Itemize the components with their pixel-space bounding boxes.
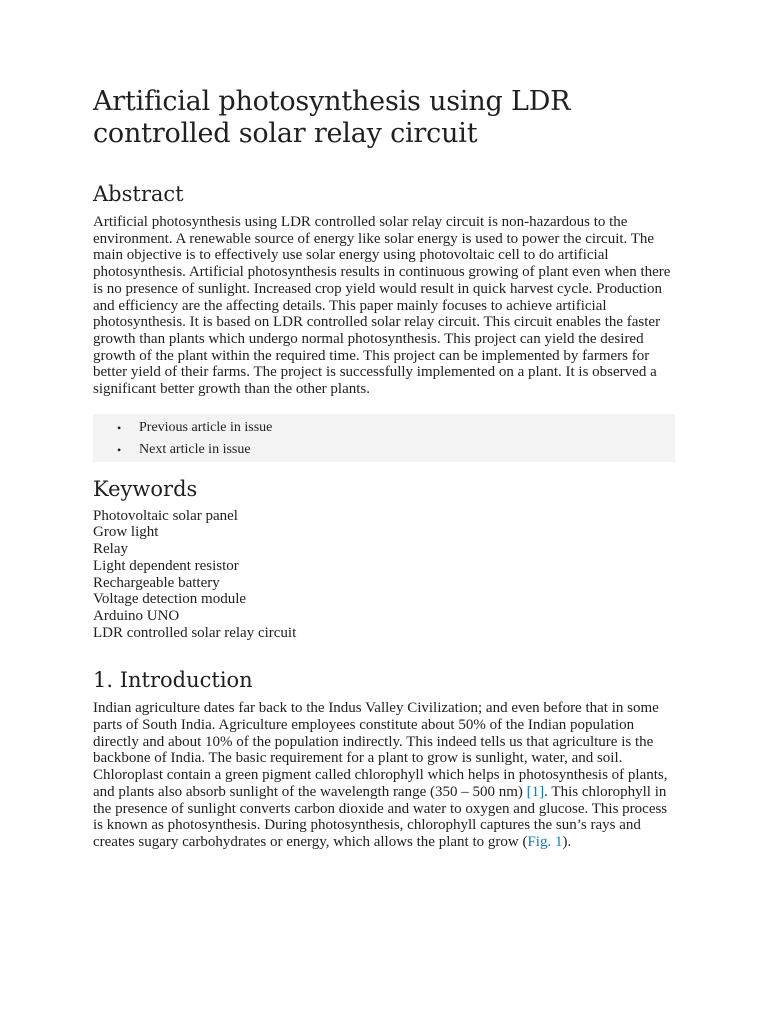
reference-link[interactable]: [1]	[526, 783, 545, 800]
issue-navigation	[93, 414, 675, 462]
next-article-link[interactable]	[93, 439, 675, 461]
bullet-icon: •	[117, 420, 122, 435]
keyword-item: Grow light	[93, 524, 159, 541]
keyword-item: LDR controlled solar relay circuit	[93, 624, 297, 641]
keywords-list	[93, 508, 675, 642]
next-article-label[interactable]: Next article in issue	[139, 441, 251, 457]
keyword-item: Light dependent resistor	[93, 557, 239, 574]
abstract-text: Artificial photosynthesis using LDR controlled solar relay circuit is non-hazardous to the environment. A renewable source of energy like solar energy is used to power the circuit. The main objective is to effectively use solar energy using photovoltaic cell to do artificial photosynthesis. Artificial photosynthesis results in continuous growing of plant even when there is no presence of sunlight. Increased crop yield would result in quick harvest cycle. Production and efficiency are the affecting details. This paper mainly focuses to achieve artificial photosynthesis. It is based on LDR controlled solar relay circuit. This circuit enables the faster growth than plants which undergo normal photosynthesis. This project can yield the desired growth of the plant within the required time. This project can be implemented by farmers for better yield of their farms. The project is successfully implemented on a plant. It is observed a significant better growth than the other plants.	[93, 214, 671, 398]
article-content	[93, 86, 675, 851]
introduction-text-part: ).	[562, 833, 572, 850]
keywords-heading: Keywords	[93, 476, 198, 501]
previous-article-label[interactable]: Previous article in issue	[139, 419, 273, 435]
keyword-item: Rechargeable battery	[93, 574, 220, 591]
abstract-heading: Abstract	[93, 182, 184, 206]
article-title: Artificial photosynthesis using LDR controlled solar relay circuit	[93, 86, 571, 149]
issue-navigation-list	[93, 417, 675, 461]
keyword-item: Voltage detection module	[93, 591, 247, 608]
keyword-item: Relay	[93, 541, 128, 558]
keyword-item: Photovoltaic solar panel	[93, 507, 238, 524]
keyword-item: Arduino UNO	[93, 607, 180, 624]
introduction-text-part: Indian agriculture dates far back to the Indus Valley Civilization; and even before that in some parts of South India. Agriculture employees constitute about 50% of the Indian population directly and about 10% of the population indirectly. This indeed tells us that agriculture is the backbone of India. The basic requirement for a plant to grow is sunlight, water, and soil. Chloroplast contain a green pigment called chlorophyll which helps in photosynthesis of plants, and plants also absorb sunlight of the wavelength range (350 – 500 nm)	[93, 700, 668, 800]
introduction-text	[93, 700, 675, 850]
introduction-heading: 1. Introduction	[93, 668, 253, 693]
bullet-icon: •	[117, 442, 122, 457]
introduction-text-part: . This chlorophyll in the presence of sunlight converts carbon dioxide and water to oxygen and glucose. This process is known as photosynthesis. During photosynthesis, chlorophyll captures the sun’s rays and creates sugary carbohydrates or energy, which allows the plant to grow (	[93, 783, 668, 850]
previous-article-link[interactable]	[93, 417, 675, 439]
figure-link[interactable]: Fig. 1	[527, 833, 563, 850]
